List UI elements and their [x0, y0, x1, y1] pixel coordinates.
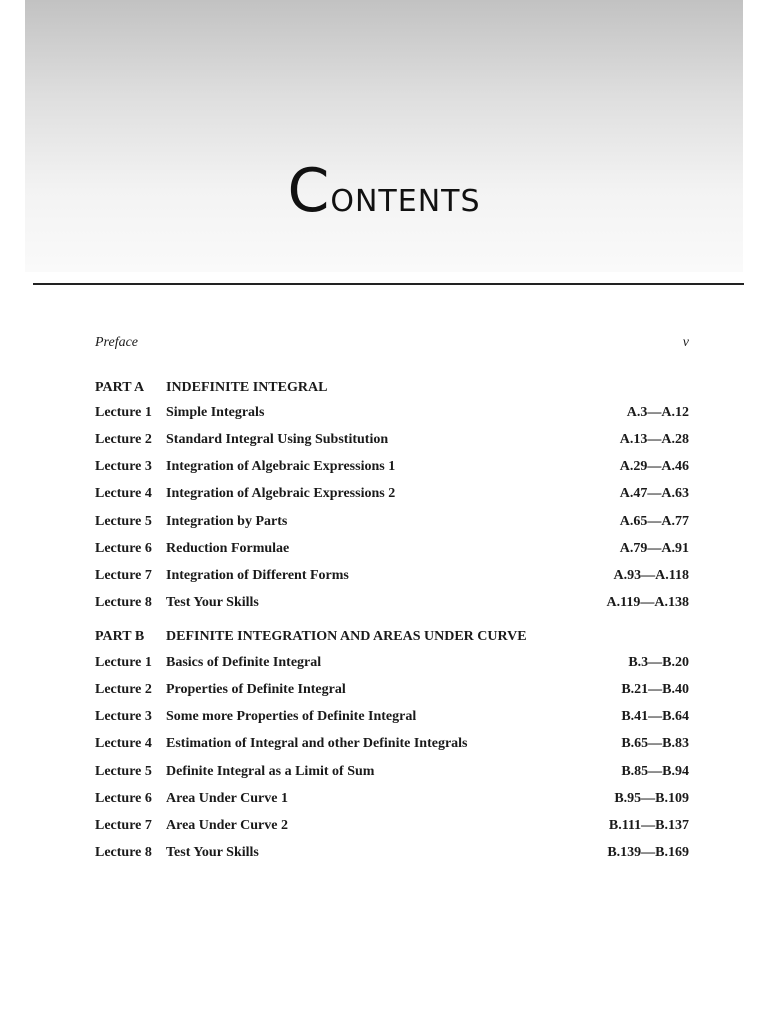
toc-row[interactable]	[95, 654, 689, 672]
preface-page: v	[682, 335, 689, 350]
lecture-label: Lecture 5	[95, 514, 152, 529]
lecture-title: Test Your Skills	[166, 595, 259, 610]
title-rule	[33, 283, 744, 285]
lecture-label: Lecture 6	[95, 791, 152, 806]
lecture-label: Lecture 4	[95, 486, 152, 501]
toc-row[interactable]	[95, 431, 689, 449]
toc-row[interactable]	[95, 513, 689, 531]
toc-row[interactable]	[95, 763, 689, 781]
part-title: INDEFINITE INTEGRAL	[166, 380, 328, 395]
title-rest: ontents	[330, 171, 481, 222]
lecture-pages: B.85—B.94	[621, 764, 689, 779]
toc-row[interactable]	[95, 790, 689, 808]
lecture-title: Area Under Curve 2	[166, 818, 288, 833]
preface-label: Preface	[95, 335, 139, 350]
lecture-title: Integration of Algebraic Expressions 1	[166, 459, 396, 474]
lecture-title: Some more Properties of Definite Integral	[166, 709, 417, 724]
lecture-label: Lecture 3	[95, 459, 152, 474]
lecture-label: Lecture 2	[95, 682, 152, 697]
lecture-label: Lecture 5	[95, 764, 152, 779]
lecture-title: Test Your Skills	[166, 845, 259, 860]
part-title: DEFINITE INTEGRATION AND AREAS UNDER CURVE	[166, 629, 527, 644]
lecture-pages: A.119—A.138	[606, 595, 689, 610]
title-initial: C	[287, 155, 331, 226]
lecture-label: Lecture 1	[95, 655, 152, 670]
toc-row[interactable]	[95, 594, 689, 612]
lecture-pages: B.41—B.64	[621, 709, 689, 724]
lecture-pages: A.3—A.12	[626, 405, 689, 420]
lecture-title: Integration of Algebraic Expressions 2	[166, 486, 396, 501]
toc-row[interactable]	[95, 844, 689, 862]
toc-row[interactable]	[95, 540, 689, 558]
header-band	[25, 0, 743, 272]
lecture-title: Definite Integral as a Limit of Sum	[166, 764, 375, 779]
lecture-title: Integration of Different Forms	[166, 568, 349, 583]
part-heading	[95, 379, 689, 397]
lecture-pages: A.47—A.63	[619, 486, 689, 501]
lecture-pages: B.65—B.83	[621, 736, 689, 751]
lecture-pages: A.29—A.46	[619, 459, 689, 474]
lecture-pages: B.3—B.20	[628, 655, 689, 670]
lecture-title: Reduction Formulae	[166, 541, 290, 556]
lecture-label: Lecture 7	[95, 568, 152, 583]
lecture-label: Lecture 1	[95, 405, 152, 420]
lecture-title: Simple Integrals	[166, 405, 265, 420]
lecture-pages: A.93—A.118	[613, 568, 689, 583]
toc-row-preface[interactable]	[95, 334, 689, 352]
toc-row[interactable]	[95, 458, 689, 476]
toc-row[interactable]	[95, 817, 689, 835]
toc-row[interactable]	[95, 485, 689, 503]
toc-row[interactable]	[95, 567, 689, 585]
lecture-label: Lecture 8	[95, 595, 152, 610]
toc-row[interactable]	[95, 681, 689, 699]
lecture-title: Area Under Curve 1	[166, 791, 288, 806]
lecture-title: Integration by Parts	[166, 514, 288, 529]
page-title	[0, 155, 768, 226]
lecture-pages: A.13—A.28	[619, 432, 689, 447]
part-label: PART A	[95, 380, 145, 395]
lecture-title: Properties of Definite Integral	[166, 682, 346, 697]
toc-row[interactable]	[95, 735, 689, 753]
lecture-title: Estimation of Integral and other Definite Integrals	[166, 736, 468, 751]
part-heading	[95, 628, 689, 646]
lecture-pages: B.139—B.169	[607, 845, 689, 860]
part-label: PART B	[95, 629, 145, 644]
lecture-title: Basics of Definite Integral	[166, 655, 322, 670]
lecture-label: Lecture 3	[95, 709, 152, 724]
lecture-pages: A.65—A.77	[619, 514, 689, 529]
lecture-pages: B.21—B.40	[621, 682, 689, 697]
lecture-pages: B.95—B.109	[614, 791, 689, 806]
lecture-pages: B.111—B.137	[608, 818, 689, 833]
toc-row[interactable]	[95, 404, 689, 422]
lecture-label: Lecture 8	[95, 845, 152, 860]
lecture-label: Lecture 7	[95, 818, 152, 833]
lecture-pages: A.79—A.91	[619, 541, 689, 556]
toc-row[interactable]	[95, 708, 689, 726]
lecture-label: Lecture 4	[95, 736, 152, 751]
lecture-label: Lecture 6	[95, 541, 152, 556]
lecture-label: Lecture 2	[95, 432, 152, 447]
lecture-title: Standard Integral Using Substitution	[166, 432, 389, 447]
